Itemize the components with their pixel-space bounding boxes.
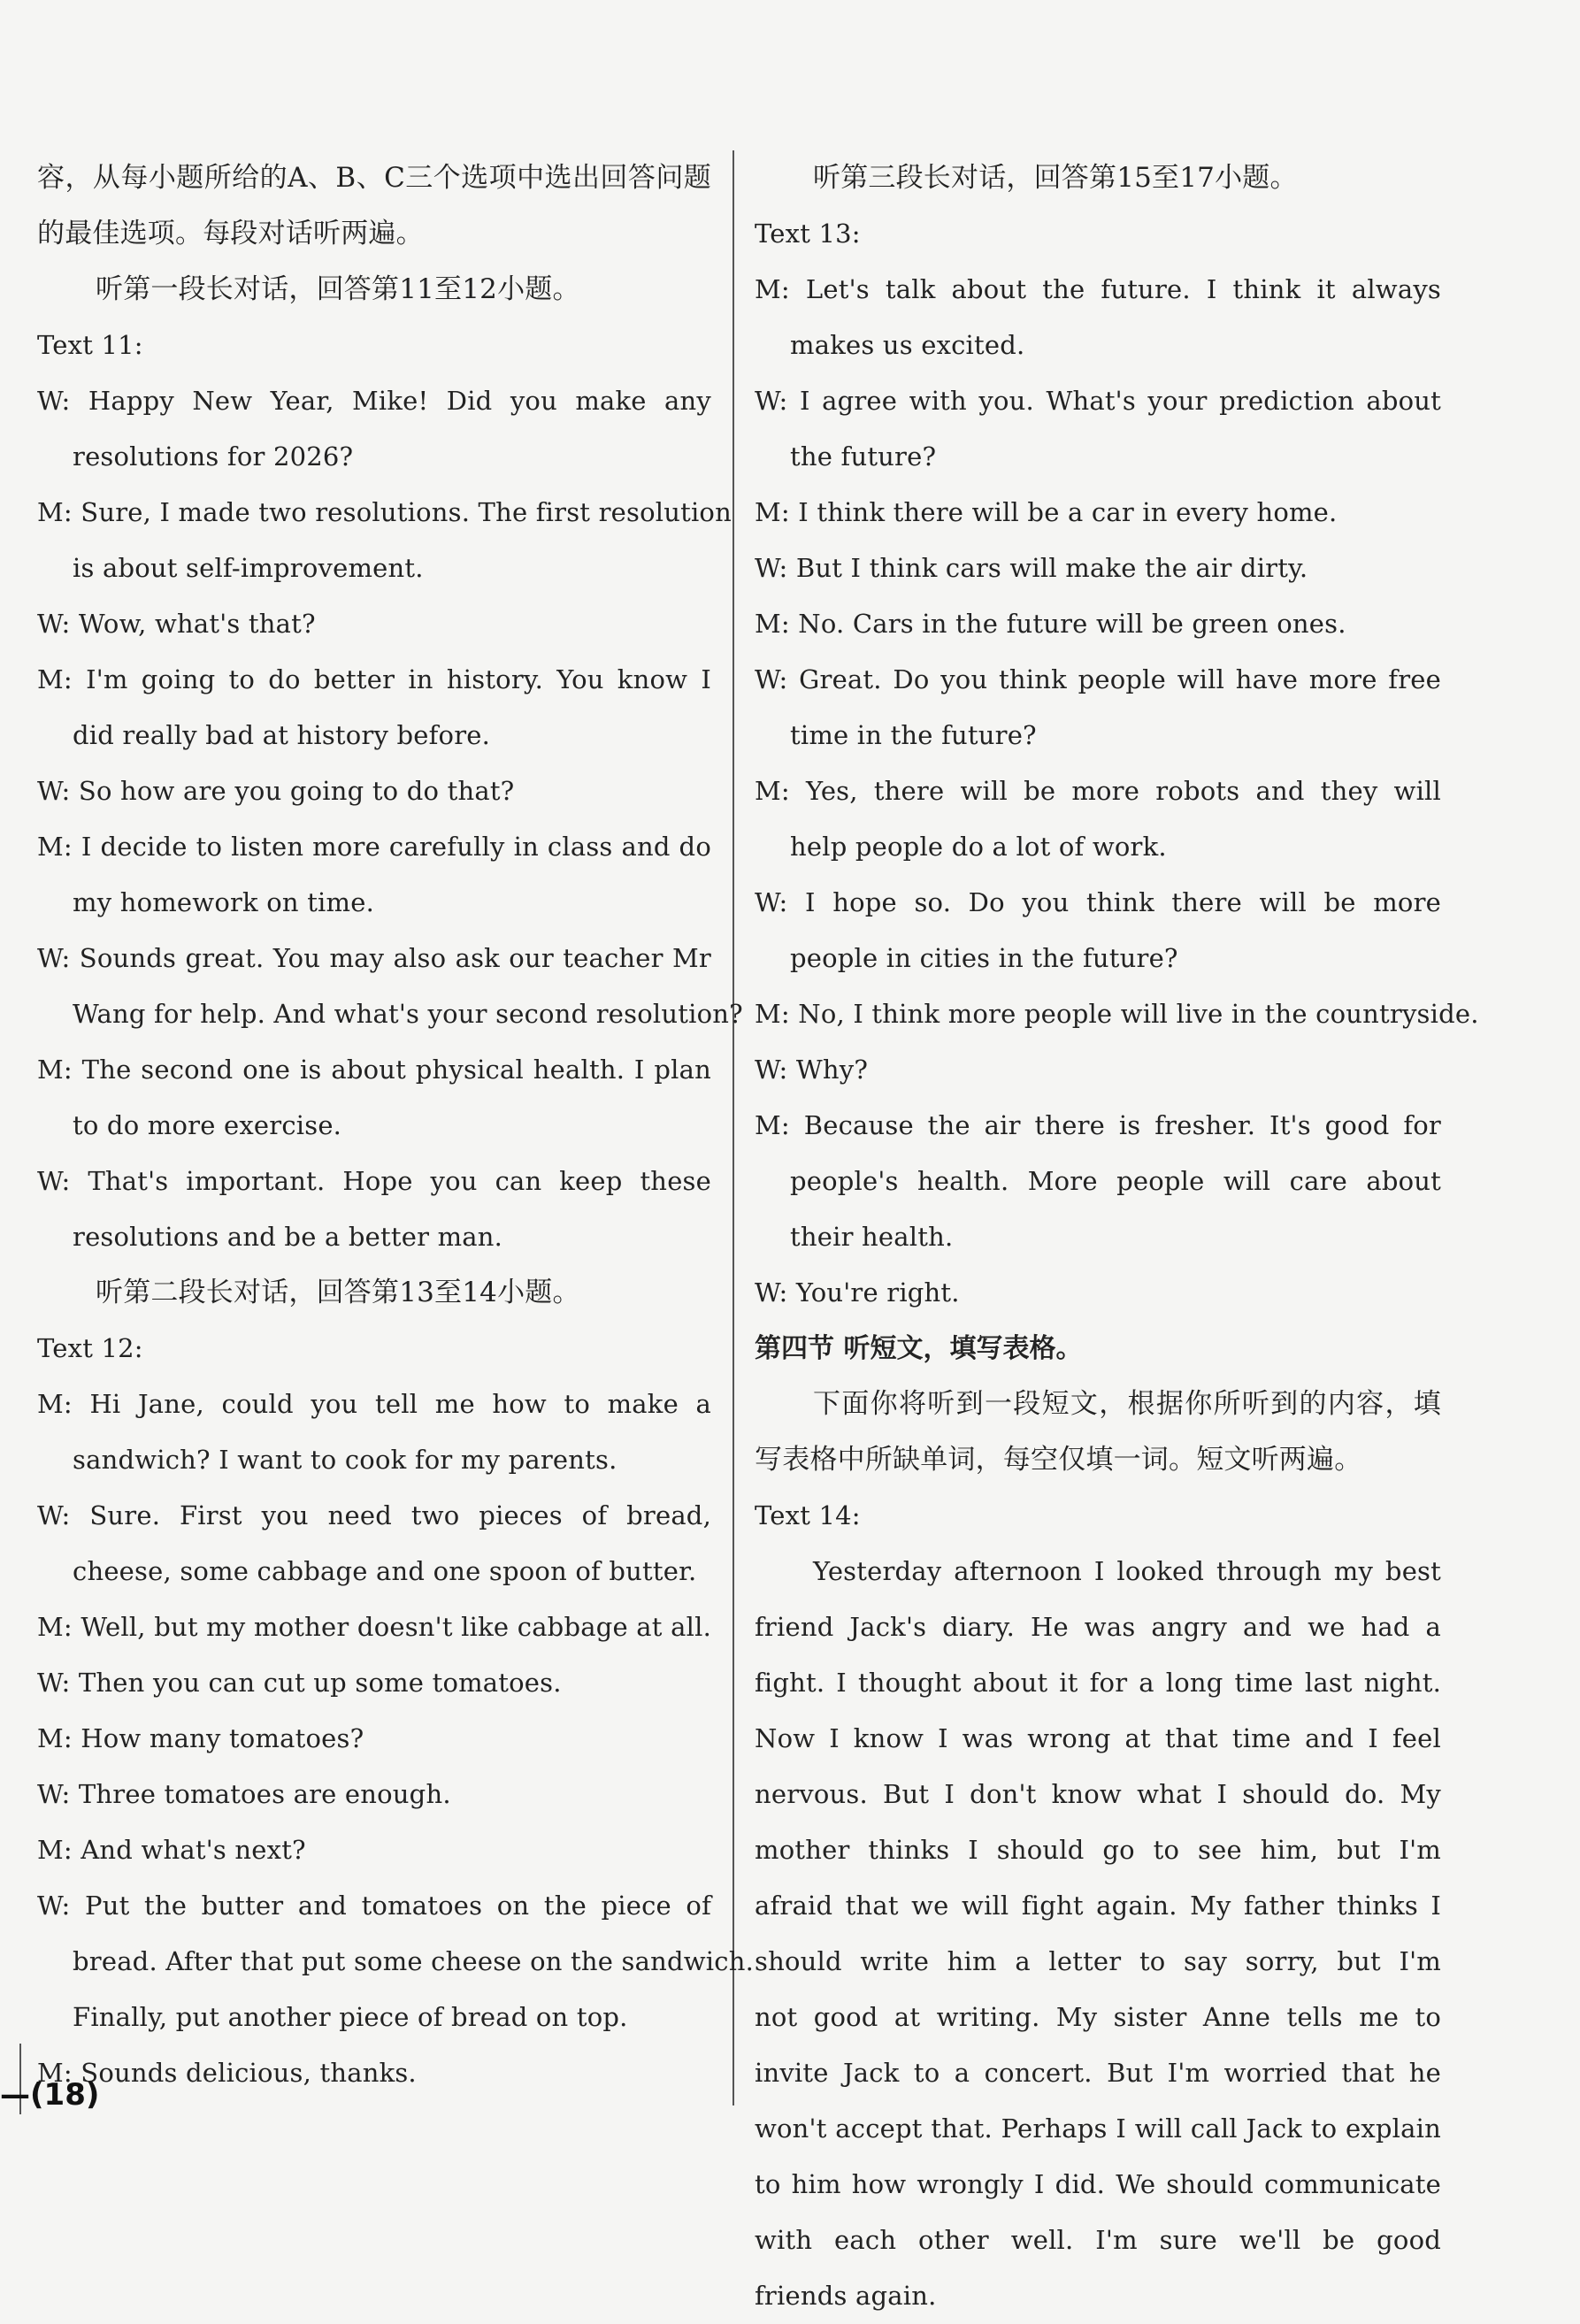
right-column-text-line: Text 14: [755, 1500, 861, 1530]
left-column-text-line: to do more exercise. [73, 1110, 342, 1140]
left-column-text-line: M: I'm going to do better in history. You know I [37, 664, 711, 694]
right-column-text-line: with each other well. I'm sure we'll be good [755, 2225, 1441, 2255]
left-column-text-line: W: Put the butter and tomatoes on the piece of [37, 1891, 711, 1921]
right-column-text-line: Yesterday afternoon I looked through my best [813, 1556, 1441, 1586]
left-column-text-line: Text 11: [37, 330, 143, 360]
right-column-text-line: Text 13: [755, 219, 861, 249]
right-column-text-line: to him how wrongly I did. We should communicate [755, 2169, 1441, 2199]
right-column-text-line: M: I think there will be a car in every home. [755, 497, 1338, 527]
right-column-text-line: time in the future? [790, 720, 1037, 750]
right-column-text-line: 写表格中所缺单词，每空仅填一词。短文听两遍。 [755, 1444, 1362, 1476]
right-column-text-line: M: No, I think more people will live in the countryside. [755, 999, 1479, 1029]
right-column-text-line: W: But I think cars will make the air dirty. [755, 553, 1308, 583]
left-column-text-line: is about self-improvement. [73, 553, 424, 583]
left-column-text-line: M: Sure, I made two resolutions. The first resolution [37, 497, 732, 527]
right-column-text-line: people's health. More people will care about [790, 1166, 1441, 1196]
right-column-text-line: 第四节 听短文，填写表格。 [755, 1333, 1083, 1364]
right-column-text-line: 听第三段长对话，回答第15至17小题。 [813, 162, 1298, 194]
left-column-text-line: 的最佳选项。每段对话听两遍。 [37, 218, 424, 249]
left-column-text-line: W: Then you can cut up some tomatoes. [37, 1668, 562, 1698]
left-column-text-line: did really bad at history before. [73, 720, 491, 750]
left-column-text-line: W: Happy New Year, Mike! Did you make any [37, 386, 711, 416]
left-column-text-line: W: That's important. Hope you can keep these [37, 1166, 711, 1196]
left-column-text-line: M: Sounds delicious, thanks. [37, 2058, 417, 2088]
left-column-text-line: M: How many tomatoes? [37, 1723, 364, 1753]
left-column-text-line: M: Well, but my mother doesn't like cabbage at all. [37, 1612, 711, 1642]
left-column-text-line: W: Three tomatoes are enough. [37, 1779, 451, 1809]
right-column-text-line: afraid that we will fight again. My father thinks I [755, 1891, 1441, 1921]
right-column-text-line: W: You're right. [755, 1277, 960, 1308]
right-column-text-line: friend Jack's diary. He was angry and we had a [755, 1612, 1441, 1642]
right-column-text-line: 下面你将听到一段短文，根据你所听到的内容，填 [813, 1388, 1441, 1420]
right-column-text-line: makes us excited. [790, 330, 1025, 360]
left-column-text-line: W: So how are you going to do that? [37, 776, 515, 806]
left-column-text-line: W: Sounds great. You may also ask our teacher Mr [37, 943, 711, 973]
right-column-text-line: W: I agree with you. What's your prediction about [755, 386, 1441, 416]
right-column-text-line: M: Because the air there is fresher. It's good for [755, 1110, 1441, 1140]
left-column-text-line: Finally, put another piece of bread on top. [73, 2002, 628, 2032]
right-column-text-line: fight. I thought about it for a long time last night. [755, 1668, 1441, 1698]
left-column-text-line: bread. After that put some cheese on the sandwich. [73, 1946, 754, 1976]
right-column-text-line: M: No. Cars in the future will be green ones. [755, 609, 1346, 639]
right-column-text-line: should write him a letter to say sorry, but I'm [755, 1946, 1441, 1976]
left-column-text-line: M: Hi Jane, could you tell me how to make a [37, 1389, 711, 1419]
left-column-text-line: Wang for help. And what's your second resolution? [73, 999, 743, 1029]
right-column-text-line: not good at writing. My sister Anne tells me to [755, 2002, 1441, 2032]
right-column-text-line: their health. [790, 1222, 954, 1252]
left-column-text-line: 听第一段长对话，回答第11至12小题。 [96, 273, 580, 305]
right-column-text-line: mother thinks I should go to see him, but I'm [755, 1835, 1441, 1865]
left-column-text-line: Text 12: [37, 1333, 143, 1363]
right-column-text-line: W: Why? [755, 1055, 869, 1085]
left-column-text-line: 听第二段长对话，回答第13至14小题。 [96, 1277, 580, 1308]
right-column [755, 150, 1479, 2324]
left-column-text-line: resolutions for 2026? [73, 441, 354, 472]
column-divider [732, 150, 734, 2105]
right-column-text-line: M: Yes, there will be more robots and they will [755, 776, 1441, 806]
left-column-text-line: M: And what's next? [37, 1835, 306, 1865]
page-number: —(18) [0, 2077, 100, 2113]
left-column-text-line: M: I decide to listen more carefully in class and do [37, 832, 711, 862]
right-column-text-line: friends again. [755, 2281, 937, 2311]
left-column-text-line: W: Sure. First you need two pieces of bread, [37, 1500, 711, 1530]
right-column-text-line: the future? [790, 441, 937, 472]
left-column-text-line: W: Wow, what's that? [37, 609, 316, 639]
right-column-text-line: Now I know I was wrong at that time and I feel [755, 1723, 1441, 1753]
left-column-text-line: resolutions and be a better man. [73, 1222, 503, 1252]
right-column-text-line: W: I hope so. Do you think there will be more [755, 887, 1441, 917]
right-column-text-line: won't accept that. Perhaps I will call Jack to explain [755, 2113, 1441, 2144]
left-column-text-line: cheese, some cabbage and one spoon of butter. [73, 1556, 697, 1586]
right-column-text-line: W: Great. Do you think people will have more free [755, 664, 1441, 694]
left-column [37, 150, 754, 2101]
left-column-text-line: sandwich? I want to cook for my parents. [73, 1445, 617, 1475]
right-column-text-line: invite Jack to a concert. But I'm worried that he [755, 2058, 1441, 2088]
left-column-text-line: my homework on time. [73, 887, 374, 917]
left-column-text-line: 容，从每小题所给的A、B、C三个选项中选出回答问题 [37, 162, 711, 194]
right-column-text-line: M: Let's talk about the future. I think it always [755, 274, 1441, 304]
left-column-text-line: M: The second one is about physical health. I plan [37, 1055, 711, 1085]
right-column-text-line: help people do a lot of work. [790, 832, 1167, 862]
right-column-text-line: nervous. But I don't know what I should do. My [755, 1779, 1441, 1809]
right-column-text-line: people in cities in the future? [790, 943, 1178, 973]
